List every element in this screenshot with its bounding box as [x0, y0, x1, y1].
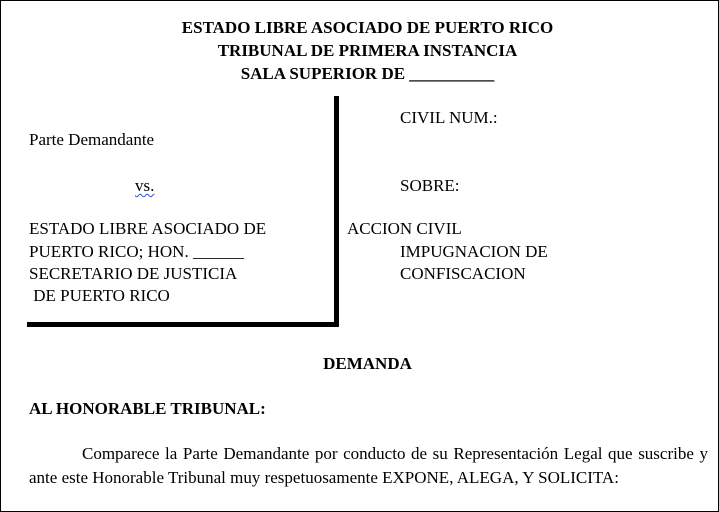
court-header-line-1: ESTADO LIBRE ASOCIADO DE PUERTO RICO	[181, 18, 554, 37]
salutation: AL HONORABLE TRIBUNAL:	[29, 399, 266, 418]
plaintiff-label: Parte Demandante	[29, 130, 155, 149]
subject-line-1: ACCION CIVIL	[347, 219, 462, 238]
body-paragraph: Comparece la Parte Demandante por conducto de su Representación Legal que suscribe y ante este Honorable Tribunal muy respetuosamente EXPONE, ALEGA, Y SOLICITA:	[29, 444, 708, 487]
caption-vertical-rule	[334, 96, 339, 327]
court-header-line-3: SALA SUPERIOR DE __________	[240, 64, 495, 83]
versus-text: vs.	[135, 176, 155, 195]
subject-line-2: IMPUGNACION DE	[400, 242, 548, 261]
defendant-line-2: PUERTO RICO; HON. ______	[29, 242, 244, 261]
document-title: DEMANDA	[323, 354, 412, 373]
defendant-line-1: ESTADO LIBRE ASOCIADO DE	[29, 219, 267, 238]
defendant-line-3: SECRETARIO DE JUSTICIA	[29, 264, 238, 283]
court-header-line-2: TRIBUNAL DE PRIMERA INSTANCIA	[217, 41, 518, 60]
defendant-line-4: DE PUERTO RICO	[29, 286, 170, 305]
sobre-label: SOBRE:	[400, 176, 460, 195]
subject-line-3: CONFISCACION	[400, 264, 526, 283]
caption-horizontal-rule	[27, 322, 339, 327]
civil-num-label: CIVIL NUM.:	[400, 108, 498, 127]
versus-label	[135, 175, 154, 197]
